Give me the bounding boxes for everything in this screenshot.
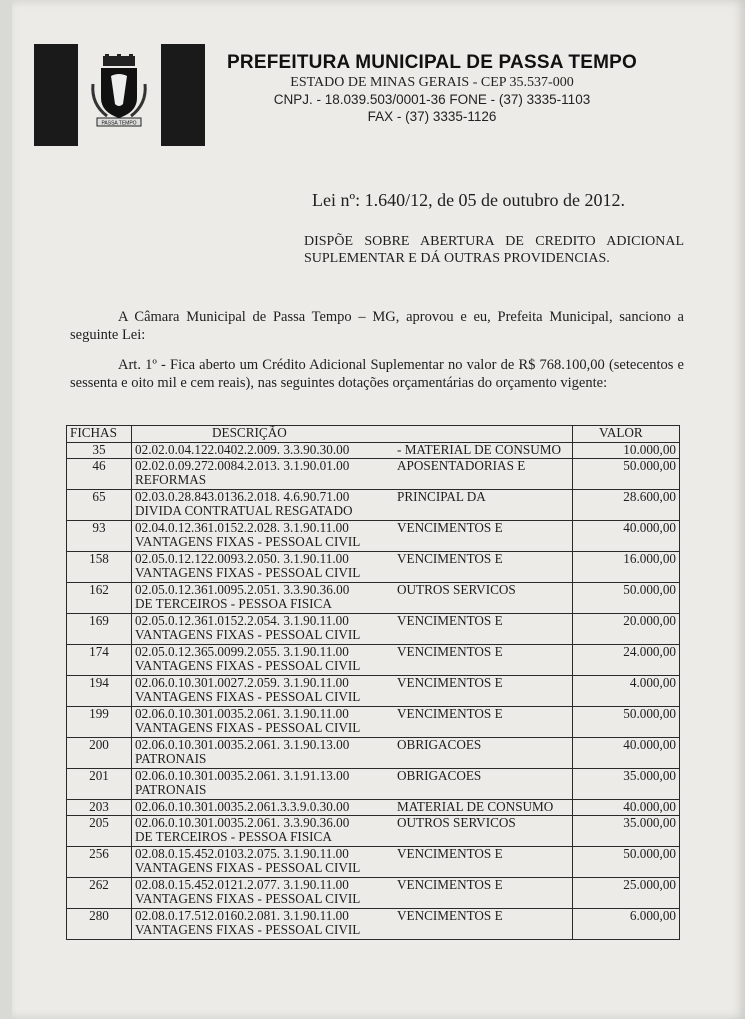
dotacao-code: 02.06.0.10.301.0035.2.061. 3.1.91.13.00: [135, 768, 350, 783]
dotacao-description-cont: PATRONAIS: [135, 751, 207, 766]
header-fichas: FICHAS: [67, 426, 132, 443]
valor-cell: 50.000,00: [573, 583, 680, 614]
dotacao-code: 02.03.0.28.843.0136.2.018. 4.6.90.71.00: [135, 489, 350, 504]
dotacao-description: APOSENTADORIAS E: [397, 458, 526, 473]
descricao-cell: [132, 847, 573, 878]
dotacao-description: - MATERIAL DE CONSUMO: [397, 442, 561, 457]
dotacao-description-cont: VANTAGENS FIXAS - PESSOAL CIVIL: [135, 534, 361, 549]
table-body: [67, 443, 680, 940]
ficha-cell: 93: [67, 521, 132, 552]
dotacao-description-cont: VANTAGENS FIXAS - PESSOAL CIVIL: [135, 565, 361, 580]
dotacao-description-cont: PATRONAIS: [135, 782, 207, 797]
valor-cell: 16.000,00: [573, 552, 680, 583]
dotacao-code: 02.08.0.15.452.0103.2.075. 3.1.90.11.00: [135, 846, 349, 861]
law-summary: DISPÕE SOBRE ABERTURA DE CREDITO ADICIONAL SUPLEMENTAR E DÁ OUTRAS PROVIDENCIAS.: [304, 234, 684, 266]
dotacao-description: VENCIMENTOS E: [397, 551, 503, 566]
table-row: [67, 614, 680, 645]
valor-cell: 50.000,00: [573, 847, 680, 878]
table-row: [67, 459, 680, 490]
descricao-cell: [132, 676, 573, 707]
descricao-cell: [132, 707, 573, 738]
dotacao-description: OUTROS SERVICOS: [397, 582, 516, 597]
valor-cell: 35.000,00: [573, 816, 680, 847]
dotacao-description-cont: VANTAGENS FIXAS - PESSOAL CIVIL: [135, 860, 361, 875]
dotacao-description-cont: VANTAGENS FIXAS - PESSOAL CIVIL: [135, 658, 361, 673]
valor-cell: 40.000,00: [573, 738, 680, 769]
descricao-cell: [132, 583, 573, 614]
dotacao-code: 02.02.0.04.122.0402.2.009. 3.3.90.30.00: [135, 442, 350, 457]
table-row: [67, 816, 680, 847]
table-row: [67, 909, 680, 940]
ficha-cell: 203: [67, 800, 132, 816]
left-black-bar: [34, 44, 78, 146]
dotacao-code: 02.08.0.15.452.0121.2.077. 3.1.90.11.00: [135, 877, 349, 892]
table-row: [67, 490, 680, 521]
valor-cell: 25.000,00: [573, 878, 680, 909]
dotacao-description-cont: DIVIDA CONTRATUAL RESGATADO: [135, 503, 353, 518]
crest-ribbon-text: PASSA TEMPO: [101, 120, 137, 127]
descricao-cell: [132, 443, 573, 459]
valor-cell: 4.000,00: [573, 676, 680, 707]
dotacao-description-cont: VANTAGENS FIXAS - PESSOAL CIVIL: [135, 891, 361, 906]
dotacao-description-cont: DE TERCEIROS - PESSOA FISICA: [135, 596, 332, 611]
table-row: [67, 645, 680, 676]
dotacao-description: VENCIMENTOS E: [397, 520, 503, 535]
valor-cell: 28.600,00: [573, 490, 680, 521]
ficha-cell: 256: [67, 847, 132, 878]
dotacao-code: 02.06.0.10.301.0035.2.061. 3.1.90.13.00: [135, 737, 350, 752]
fax-line: FAX - (37) 3335-1126: [367, 109, 497, 124]
descricao-cell: [132, 800, 573, 816]
table-row: [67, 521, 680, 552]
municipality-title: PREFEITURA MUNICIPAL DE PASSA TEMPO: [227, 52, 637, 73]
letterhead-text: [192, 52, 672, 125]
dotacao-description: VENCIMENTOS E: [397, 613, 503, 628]
ficha-cell: 280: [67, 909, 132, 940]
descricao-cell: [132, 552, 573, 583]
state-cep-line: ESTADO DE MINAS GERAIS - CEP 35.537-000: [290, 75, 574, 90]
dotacao-description-cont: REFORMAS: [135, 472, 207, 487]
valor-cell: 20.000,00: [573, 614, 680, 645]
descricao-cell: [132, 490, 573, 521]
table-row: [67, 707, 680, 738]
article-1-text: Art. 1º - Fica aberto um Crédito Adicional Suplementar no valor de R$ 768.100,00 (setecentos e sessenta e oito mil e cem reais), nas seguintes dotações orçamentárias do orçamento vigente:: [70, 357, 684, 391]
dotacao-code: 02.06.0.10.301.0035.2.061. 3.1.90.11.00: [135, 706, 349, 721]
dotacao-description: VENCIMENTOS E: [397, 644, 503, 659]
valor-cell: 35.000,00: [573, 769, 680, 800]
dotacao-description: VENCIMENTOS E: [397, 846, 503, 861]
dotacao-description: PRINCIPAL DA: [397, 489, 486, 504]
dotacao-description: OBRIGACOES: [397, 768, 482, 783]
valor-cell: 50.000,00: [573, 707, 680, 738]
descricao-cell: [132, 816, 573, 847]
ficha-cell: 262: [67, 878, 132, 909]
dotacao-description: OBRIGACOES: [397, 737, 482, 752]
ficha-cell: 158: [67, 552, 132, 583]
dotacao-code: 02.02.0.09.272.0084.2.013. 3.1.90.01.00: [135, 458, 350, 473]
ficha-cell: 65: [67, 490, 132, 521]
dotacao-description-cont: VANTAGENS FIXAS - PESSOAL CIVIL: [135, 720, 361, 735]
dotacao-description-cont: DE TERCEIROS - PESSOA FISICA: [135, 829, 332, 844]
dotacao-description-cont: VANTAGENS FIXAS - PESSOAL CIVIL: [135, 689, 361, 704]
dotacao-code: 02.05.0.12.361.0095.2.051. 3.3.90.36.00: [135, 582, 350, 597]
dotacao-description-cont: VANTAGENS FIXAS - PESSOAL CIVIL: [135, 627, 361, 642]
valor-cell: 6.000,00: [573, 909, 680, 940]
dotacao-code: 02.06.0.10.301.0035.2.061. 3.3.90.36.00: [135, 815, 350, 830]
valor-cell: 40.000,00: [573, 800, 680, 816]
descricao-cell: [132, 909, 573, 940]
descricao-cell: [132, 459, 573, 490]
ficha-cell: 200: [67, 738, 132, 769]
budget-allocations-table: [66, 425, 680, 940]
dotacao-description: OUTROS SERVICOS: [397, 815, 516, 830]
article-1-paragraph: [70, 356, 684, 392]
table-row: [67, 583, 680, 614]
dotacao-code: 02.04.0.12.361.0152.2.028. 3.1.90.11.00: [135, 520, 349, 535]
ficha-cell: 199: [67, 707, 132, 738]
dotacao-code: 02.05.0.12.122.0093.2.050. 3.1.90.11.00: [135, 551, 349, 566]
descricao-cell: [132, 645, 573, 676]
municipal-crest-icon: [89, 54, 149, 130]
table-row: [67, 552, 680, 583]
ficha-cell: 205: [67, 816, 132, 847]
valor-cell: 40.000,00: [573, 521, 680, 552]
table-row: [67, 676, 680, 707]
descricao-cell: [132, 878, 573, 909]
ficha-cell: 194: [67, 676, 132, 707]
valor-cell: 10.000,00: [573, 443, 680, 459]
ficha-cell: 46: [67, 459, 132, 490]
dotacao-description: VENCIMENTOS E: [397, 877, 503, 892]
dotacao-code: 02.05.0.12.365.0099.2.055. 3.1.90.11.00: [135, 644, 349, 659]
table-row: [67, 878, 680, 909]
dotacao-code: 02.05.0.12.361.0152.2.054. 3.1.90.11.00: [135, 613, 349, 628]
descricao-cell: [132, 521, 573, 552]
law-title: Lei nº: 1.640/12, de 05 de outubro de 2012.: [312, 190, 626, 210]
ficha-cell: 169: [67, 614, 132, 645]
preamble-text: A Câmara Municipal de Passa Tempo – MG, aprovou e eu, Prefeita Municipal, sanciono a seguinte Lei:: [70, 309, 684, 343]
dotacao-description: VENCIMENTOS E: [397, 706, 503, 721]
ficha-cell: 201: [67, 769, 132, 800]
document-page: [12, 0, 745, 1019]
table-header-row: [67, 426, 680, 443]
descricao-cell: [132, 738, 573, 769]
table-row: [67, 800, 680, 816]
ficha-cell: 174: [67, 645, 132, 676]
dotacao-description-cont: VANTAGENS FIXAS - PESSOAL CIVIL: [135, 922, 361, 937]
descricao-cell: [132, 769, 573, 800]
table-row: [67, 443, 680, 459]
dotacao-description: MATERIAL DE CONSUMO: [397, 799, 554, 814]
header-valor: VALOR: [573, 426, 680, 443]
table-row: [67, 847, 680, 878]
table-row: [67, 769, 680, 800]
cnpj-phone-line: CNPJ. - 18.039.503/0001-36 FONE - (37) 3335-1103: [273, 92, 591, 107]
preamble-paragraph: [70, 308, 684, 344]
descricao-cell: [132, 614, 573, 645]
dotacao-code: 02.06.0.10.301.0035.2.061.3.3.9.0.30.00: [135, 799, 350, 814]
ficha-cell: 162: [67, 583, 132, 614]
valor-cell: 24.000,00: [573, 645, 680, 676]
dotacao-description: VENCIMENTOS E: [397, 908, 503, 923]
dotacao-code: 02.06.0.10.301.0027.2.059. 3.1.90.11.00: [135, 675, 349, 690]
table-row: [67, 738, 680, 769]
ficha-cell: 35: [67, 443, 132, 459]
header-descricao: DESCRIÇÃO: [132, 426, 573, 443]
dotacao-code: 02.08.0.17.512.0160.2.081. 3.1.90.11.00: [135, 908, 349, 923]
dotacao-description: VENCIMENTOS E: [397, 675, 503, 690]
valor-cell: 50.000,00: [573, 459, 680, 490]
